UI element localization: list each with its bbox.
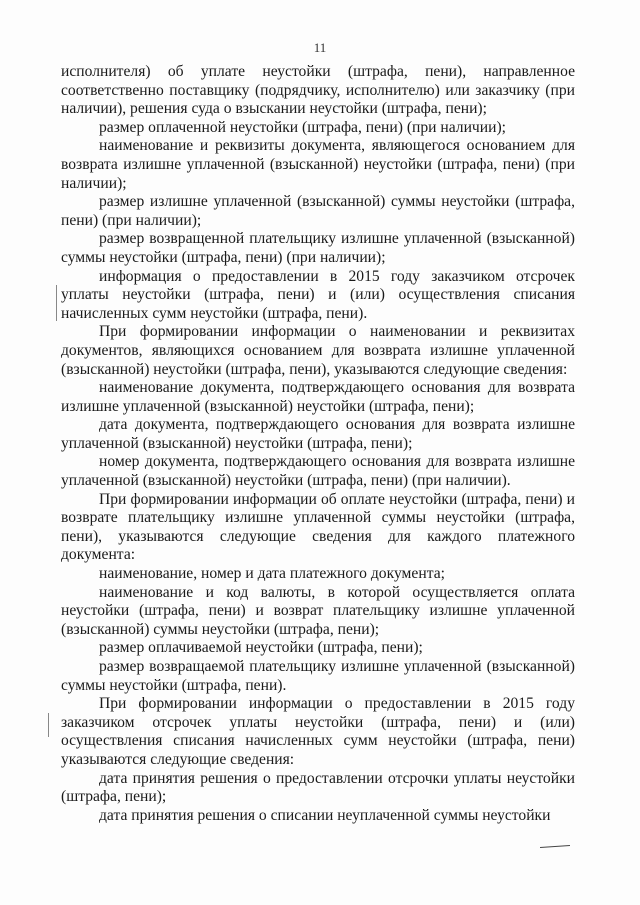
paragraph-1: исполнителя) об уплате неустойки (штрафа, пени), направленное соответственно поставщику (подрядчику, исполнителю) или заказчику (при наличии), решения суда о взыскании неустойки (штрафа, пени); <box>61 63 575 118</box>
paragraph-18: дата принятия решения о списании неуплаченной суммы неустойки <box>99 806 551 824</box>
paragraph-10: номер документа, подтверждающего основания для возврата излишне уплаченной (взысканной) неустойки (штрафа, пени) (при наличии). <box>61 453 575 490</box>
paragraph-8: наименование документа, подтверждающего основания для возврата излишне уплаченной (взысканной) неустойки (штрафа, пени); <box>61 379 575 415</box>
paragraph-15: размер возвращаемой плательщику излишне уплаченной (взысканной) суммы неустойки (штрафа, пени). <box>61 658 575 694</box>
paragraph-3: наименование и реквизиты документа, являющегося основанием для возврата излишне уплаченной (взысканной) неустойки (штрафа, пени) (при наличии); <box>61 137 575 192</box>
paragraph-11: При формировании информации об оплате неустойки (штрафа, пени) и возврате плательщику излишне уплаченной суммы неустойки (штрафа, пени), указываются следующие сведения для каждого платежного документа: <box>61 490 575 564</box>
paragraph-7: При формировании информации о наименовании и реквизитах документов, являющихся основанием для возврата излишне уплаченной (взысканной) неустойки (штрафа, пени), указываются следующие сведения: <box>61 323 575 378</box>
scan-artifact-left-lower <box>48 713 49 737</box>
scan-artifact-bottom <box>540 845 570 848</box>
paragraph-5: размер возвращенной плательщику излишне уплаченной (взысканной) суммы неустойки (штрафа, пени) (при наличии); <box>61 230 575 266</box>
scan-artifact-left <box>56 285 57 321</box>
paragraph-12: наименование, номер и дата платежного документа; <box>99 565 445 583</box>
paragraph-14: размер оплачиваемой неустойки (штрафа, пени); <box>99 639 423 657</box>
document-body <box>61 63 575 825</box>
paragraph-17: дата принятия решения о предоставлении отсрочки уплаты неустойки (штрафа, пени); <box>61 769 575 806</box>
paragraph-16: При формировании информации о предоставлении в 2015 году заказчиком отсрочек уплаты неустойки (штрафа, пени) и (или) осуществления списания начисленных сумм неустойки (штрафа, пени) указываются следующие сведения: <box>61 695 575 768</box>
page-number: 11 <box>313 40 327 55</box>
paragraph-6: информация о предоставлении в 2015 году заказчиком отсрочек уплаты неустойки (штрафа, пени) и (или) осуществления списания начисленных сумм неустойки (штрафа, пени). <box>61 267 575 322</box>
paragraph-13: наименование и код валюты, в которой осуществляется оплата неустойки (штрафа, пени) и возврат плательщику излишне уплаченной (взысканной) суммы неустойки (штрафа, пени); <box>61 583 575 638</box>
paragraph-9: дата документа, подтверждающего основания для возврата излишне уплаченной (взысканной) неустойки (штрафа, пени); <box>61 416 575 452</box>
paragraph-2: размер оплаченной неустойки (штрафа, пени) (при наличии); <box>99 118 506 136</box>
paragraph-4: размер излишне уплаченной (взысканной) суммы неустойки (штрафа, пени) (при наличии); <box>61 193 575 229</box>
